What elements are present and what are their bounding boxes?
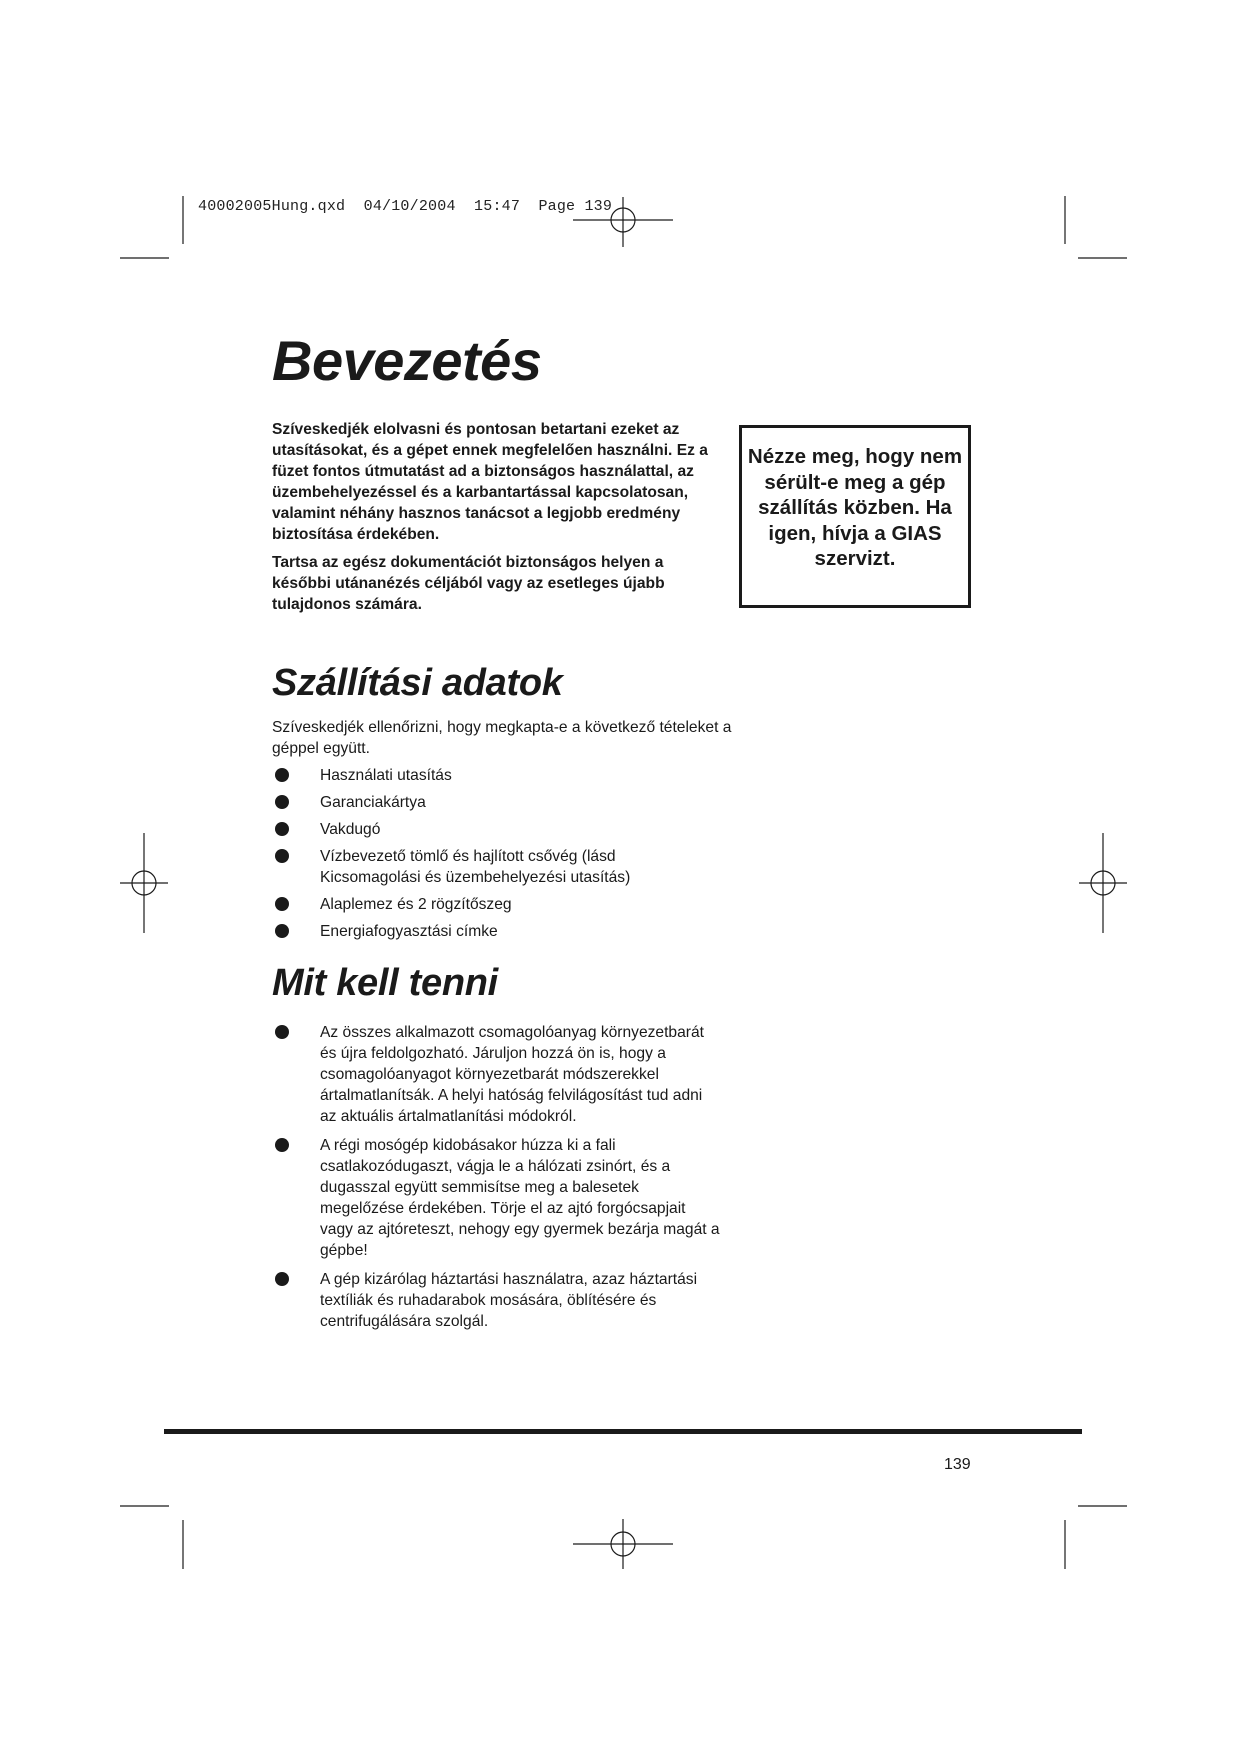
- shipping-items-list: [272, 765, 732, 948]
- list-item: Energiafogyasztási címke: [272, 921, 732, 942]
- list-item: Garanciakártya: [272, 792, 732, 813]
- list-item: Alaplemez és 2 rögzítőszeg: [272, 894, 732, 915]
- bullet-icon: [275, 849, 289, 863]
- list-item: A gép kizárólag háztartási használatra, azaz háztartási textíliák és ruhadarabok mosására, öblítésére és centrifugálására szolgál.: [272, 1269, 732, 1332]
- registration-mark-left: [120, 833, 168, 933]
- warning-text: Nézze meg, hogy nem sérült-e meg a gép szállítás közben. Ha igen, hívja a GIAS szervizt.: [747, 445, 963, 570]
- intro-text: [272, 419, 722, 622]
- footer-rule: [164, 1429, 1082, 1434]
- warning-box: [739, 425, 971, 608]
- file-slug-line: 40002005Hung.qxd 04/10/2004 15:47 Page 139: [198, 198, 613, 215]
- registration-mark-bottom: [573, 1519, 673, 1569]
- list-item: Használati utasítás: [272, 765, 732, 786]
- page-title: Bevezetés: [272, 329, 542, 392]
- list-item: Vakdugó: [272, 819, 732, 840]
- section-heading-shipping: Szállítási adatok: [272, 662, 563, 704]
- bullet-icon: [275, 822, 289, 836]
- list-item: Vízbevezető tömlő és hajlított csővég (lásd Kicsomagolási és üzembehelyezési utasítás): [272, 846, 732, 888]
- section-heading-todo: Mit kell tenni: [272, 962, 498, 1004]
- list-item: A régi mosógép kidobásakor húzza ki a fali csatlakozódugaszt, vágja le a hálózati zsinórt, és a dugasszal együtt semmisítse meg a balesetek megelőzése érdekében. Törje el az ajtó forgócsapjait vagy az ajtóreteszt, nehogy egy gyermek bezárja magát a gépbe!: [272, 1135, 732, 1261]
- todo-items-list: [272, 1022, 732, 1338]
- bullet-icon: [275, 897, 289, 911]
- page-number: 139: [944, 1456, 971, 1473]
- bullet-icon: [275, 1025, 289, 1039]
- bullet-icon: [275, 924, 289, 938]
- intro-paragraph: Szíveskedjék elolvasni és pontosan betartani ezeket az utasításokat, és a gépet ennek megfelelően használni. Ez a füzet fontos útmutatást ad a biztonságos használattal, az üzembehelyezéssel és a karbantartással kapcsolatosan, valamint néhány hasznos tanácsot a legjobb eredmény biztosítása érdekében.: [272, 421, 708, 543]
- bullet-icon: [275, 768, 289, 782]
- bullet-icon: [275, 795, 289, 809]
- intro-paragraph: Tartsa az egész dokumentációt biztonságos helyen a későbbi utánanézés céljából vagy az esetleges újabb tulajdonos számára.: [272, 554, 665, 613]
- registration-mark-right: [1079, 833, 1127, 933]
- bullet-icon: [275, 1138, 289, 1152]
- bullet-icon: [275, 1272, 289, 1286]
- shipping-lead-text: Szíveskedjék ellenőrizni, hogy megkapta-e a következő tételeket a géppel együtt.: [272, 719, 732, 757]
- list-item: Az összes alkalmazott csomagolóanyag környezetbarát és újra feldolgozható. Járuljon hozzá ön is, hogy a csomagolóanyagot környezetbarát módszerekkel ártalmatlanítsák. A helyi hatóság felvilágosítást tud adni az aktuális ártalmatlanítási módokról.: [272, 1022, 732, 1127]
